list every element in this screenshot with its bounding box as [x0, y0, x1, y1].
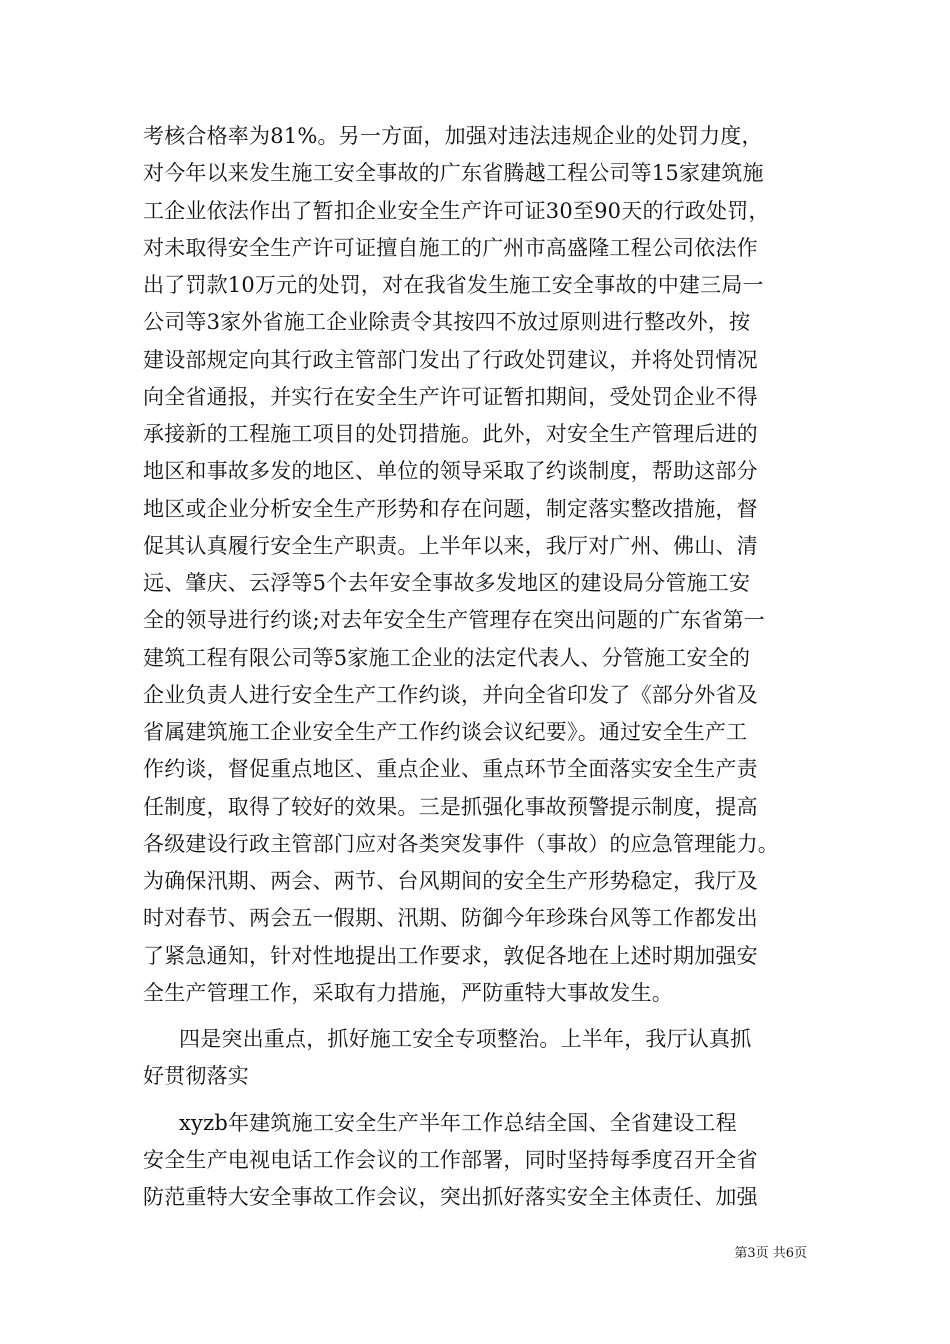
document-body: [143, 118, 807, 1216]
paragraph-3: [143, 1105, 807, 1217]
text-line: 公司等3家外省施工企业除责令其按四不放过原则进行整改外，按: [143, 310, 751, 335]
text-line: 各级建设行政主管部门应对各类突发事件（事故）的应急管理能力。: [143, 831, 779, 856]
text-line: 建筑工程有限公司等5家施工企业的法定代表人、分管施工安全的: [143, 645, 751, 670]
text-line: 作约谈，督促重点地区、重点企业、重点环节全面落实安全生产责: [143, 757, 758, 782]
text-line: 考核合格率为81%。另一方面，加强对违法违规企业的处罚力度，: [143, 124, 763, 148]
text-line: 地区或企业分析安全生产形势和存在问题，制定落实整改措施，督: [143, 496, 758, 521]
text-line: 四是突出重点，抓好施工安全专项整治。上半年，我厅认真抓: [179, 1027, 752, 1051]
text-line: 促其认真履行安全生产职责。上半年以来，我厅对广州、佛山、清: [143, 533, 758, 558]
text-line: 工企业依法作出了暂扣企业安全生产许可证30至90天的行政处罚，: [143, 198, 770, 223]
text-line: 出了罚款10万元的处罚，对在我省发生施工安全事故的中建三局一: [143, 273, 764, 297]
paragraph-gap: [143, 1012, 807, 1021]
text-line: 远、肇庆、云浮等5个去年安全事故多发地区的建设局分管施工安: [143, 571, 751, 595]
text-line: 安全生产电视电话工作会议的工作部署，同时坚持每季度召开全省: [143, 1147, 758, 1172]
text-line: 防范重特大安全事故工作会议，突出抓好落实安全主体责任、加强: [143, 1185, 758, 1209]
paragraph-2: [143, 1021, 807, 1096]
page-number: 第3页 共6页: [734, 1246, 807, 1261]
text-line: 地区和事故多发的地区、单位的领导采取了约谈制度，帮助这部分: [143, 459, 758, 484]
text-line: 对未取得安全生产许可证擅自施工的广州市高盛隆工程公司依法作: [143, 235, 758, 260]
text-line: 全生产管理工作，采取有力措施，严防重特大事故发生。: [143, 980, 673, 1005]
text-line: 建设部规定向其行政主管部门发出了行政处罚建议，并将处罚情况: [143, 347, 758, 372]
text-line: 承接新的工程施工项目的处罚措施。此外，对安全生产管理后进的: [143, 422, 758, 446]
text-line: 为确保汛期、两会、两节、台风期间的安全生产形势稳定，我厅及: [143, 869, 758, 893]
text-line: 全的领导进行约谈;对去年安全生产管理存在突出问题的广东省第一: [143, 608, 766, 633]
text-line: 时对春节、两会五一假期、汛期、防御今年珍珠台风等工作都发出: [143, 906, 758, 931]
text-line: 向全省通报，并实行在安全生产许可证暂扣期间，受处罚企业不得: [143, 384, 758, 409]
text-line: 好贯彻落实: [143, 1064, 249, 1089]
text-line: xyzb年建筑施工安全生产半年工作总结全国、全省建设工程: [179, 1110, 737, 1135]
text-line: 了紧急通知，针对性地提出工作要求，敦促各地在上述时期加强安: [143, 943, 758, 968]
text-line: 省属建筑施工企业安全生产工作约谈会议纪要》。通过安全生产工: [143, 720, 748, 744]
paragraph-gap: [143, 1096, 807, 1105]
text-line: 对今年以来发生施工安全事故的广东省腾越工程公司等15家建筑施: [143, 161, 764, 186]
paragraph-1: [143, 118, 807, 1012]
text-line: 企业负责人进行安全生产工作约谈，并向全省印发了《部分外省及: [143, 682, 758, 707]
text-line: 任制度，取得了较好的效果。三是抓强化事故预警提示制度，提高: [143, 794, 758, 819]
